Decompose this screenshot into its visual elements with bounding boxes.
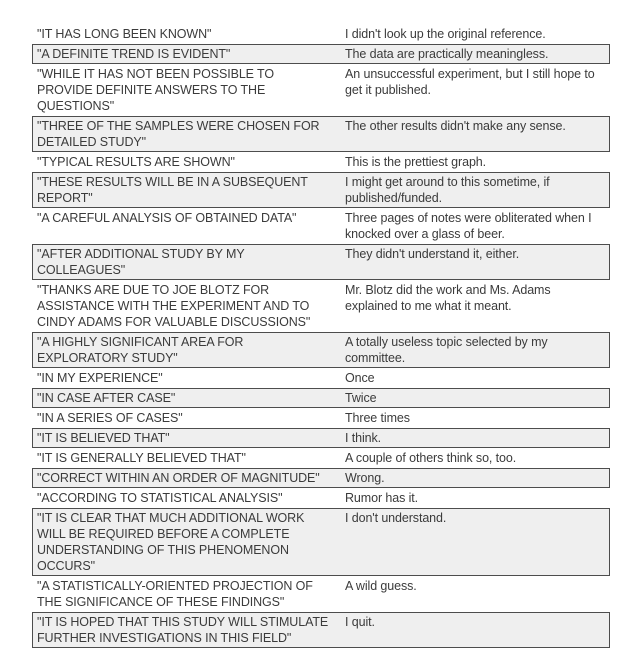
phrase-cell: "IN MY EXPERIENCE" xyxy=(37,371,163,385)
translation-cell: A couple of others think so, too. xyxy=(345,451,517,465)
table-row xyxy=(32,244,610,280)
table-row xyxy=(32,116,610,152)
table-row xyxy=(32,468,610,488)
translation-cell: This is the prettiest graph. xyxy=(345,155,487,169)
table-row xyxy=(32,612,610,648)
phrase-cell: "THREE OF THE SAMPLES WERE CHOSEN FOR DETAILED STUDY" xyxy=(37,119,320,149)
table-row xyxy=(32,448,610,468)
translation-cell: Three times xyxy=(345,411,410,425)
translation-cell: Once xyxy=(345,371,375,385)
phrase-cell: "IT IS HOPED THAT THIS STUDY WILL STIMULATE FURTHER INVESTIGATIONS IN THIS FIELD" xyxy=(37,615,329,645)
phrase-cell: "THANKS ARE DUE TO JOE BLOTZ FOR ASSISTANCE WITH THE EXPERIMENT AND TO CINDY ADAMS FOR VALUABLE DISCUSSIONS" xyxy=(37,283,311,329)
phrase-cell: "IT IS GENERALLY BELIEVED THAT" xyxy=(37,451,246,465)
translation-cell: A wild guess. xyxy=(345,579,417,593)
phrase-cell: "THESE RESULTS WILL BE IN A SUBSEQUENT REPORT" xyxy=(37,175,308,205)
translation-cell: I don't understand. xyxy=(345,511,447,525)
phrase-cell: "WHILE IT HAS NOT BEEN POSSIBLE TO PROVIDE DEFINITE ANSWERS TO THE QUESTIONS" xyxy=(37,67,274,113)
table-row xyxy=(32,152,610,172)
translation-cell: Mr. Blotz did the work and Ms. Adams explained to me what it meant. xyxy=(345,283,551,313)
table-row xyxy=(32,208,610,244)
phrase-cell: "A HIGHLY SIGNIFICANT AREA FOR EXPLORATORY STUDY" xyxy=(37,335,244,365)
translation-cell: I might get around to this sometime, if published/funded. xyxy=(345,175,550,205)
phrase-cell: "IN A SERIES OF CASES" xyxy=(37,411,183,425)
phrase-cell: "A DEFINITE TREND IS EVIDENT" xyxy=(37,47,231,61)
phrase-cell: "A STATISTICALLY-ORIENTED PROJECTION OF THE SIGNIFICANCE OF THESE FINDINGS" xyxy=(37,579,313,609)
table-row xyxy=(32,508,610,576)
phrase-cell: "TYPICAL RESULTS ARE SHOWN" xyxy=(37,155,235,169)
table-row xyxy=(32,280,610,332)
phrase-cell: "CORRECT WITHIN AN ORDER OF MAGNITUDE" xyxy=(37,471,320,485)
phrase-cell: "IT HAS LONG BEEN KNOWN" xyxy=(37,27,212,41)
translation-cell: I think. xyxy=(345,431,382,445)
table-row xyxy=(32,428,610,448)
translation-cell: Rumor has it. xyxy=(345,491,419,505)
translation-cell: Twice xyxy=(345,391,377,405)
glossary-table xyxy=(32,24,610,648)
translation-cell: They didn't understand it, either. xyxy=(345,247,520,261)
translation-cell: The other results didn't make any sense. xyxy=(345,119,566,133)
table-row xyxy=(32,408,610,428)
phrase-cell: "IT IS CLEAR THAT MUCH ADDITIONAL WORK WILL BE REQUIRED BEFORE A COMPLETE UNDERSTANDING OF THIS PHENOMENON OCCURS" xyxy=(37,511,305,573)
table-row xyxy=(32,172,610,208)
table-row xyxy=(32,388,610,408)
translation-cell: The data are practically meaningless. xyxy=(345,47,549,61)
translation-cell: Three pages of notes were obliterated when I knocked over a glass of beer. xyxy=(345,211,592,241)
table-row xyxy=(32,332,610,368)
translation-cell: I didn't look up the original reference. xyxy=(345,27,546,41)
table-row xyxy=(32,24,610,44)
phrase-cell: "AFTER ADDITIONAL STUDY BY MY COLLEAGUES" xyxy=(37,247,245,277)
phrase-cell: "IT IS BELIEVED THAT" xyxy=(37,431,170,445)
table-row xyxy=(32,64,610,116)
table-row xyxy=(32,488,610,508)
table-row xyxy=(32,368,610,388)
translation-cell: A totally useless topic selected by my committee. xyxy=(345,335,548,365)
table-row xyxy=(32,576,610,612)
phrase-cell: "IN CASE AFTER CASE" xyxy=(37,391,176,405)
translation-cell: An unsuccessful experiment, but I still hope to get it published. xyxy=(345,67,595,97)
translation-cell: I quit. xyxy=(345,615,375,629)
translation-cell: Wrong. xyxy=(345,471,385,485)
phrase-cell: "A CAREFUL ANALYSIS OF OBTAINED DATA" xyxy=(37,211,297,225)
table-row xyxy=(32,44,610,64)
phrase-cell: "ACCORDING TO STATISTICAL ANALYSIS" xyxy=(37,491,283,505)
